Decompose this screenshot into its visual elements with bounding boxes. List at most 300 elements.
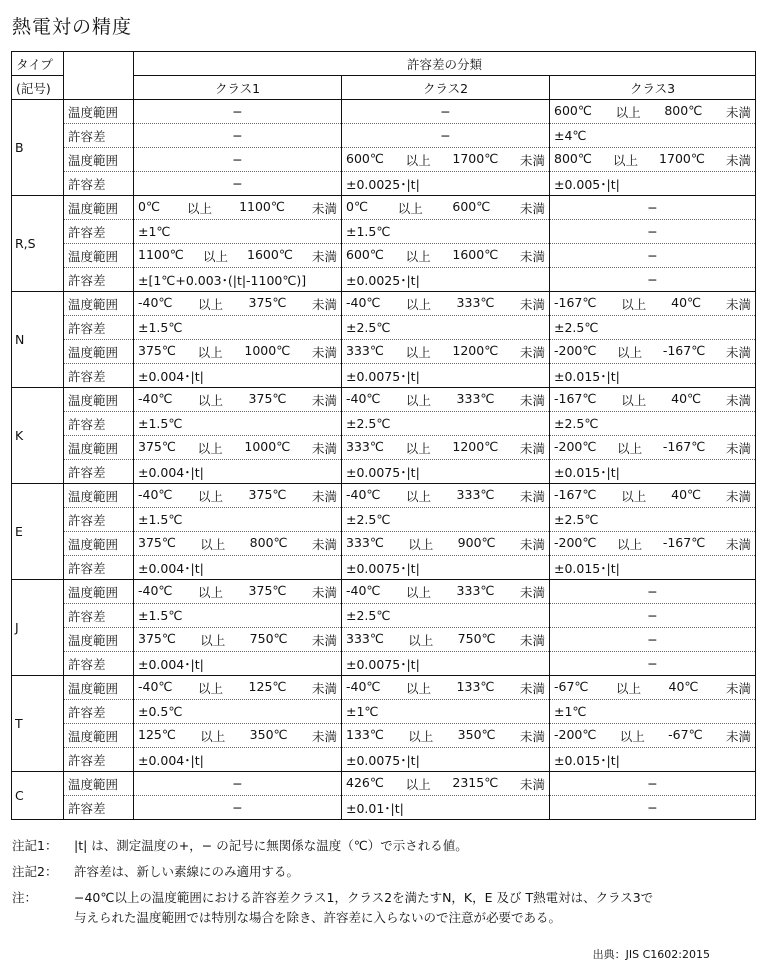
range-mid: 以上	[198, 488, 224, 504]
class1-cell	[134, 244, 342, 268]
class3-cell	[550, 484, 756, 508]
row-label: 温度範囲	[64, 532, 134, 556]
range-to: 40℃	[671, 486, 702, 502]
range-from: -40℃	[138, 294, 173, 310]
class3-cell: ±0.015･|t|	[550, 748, 756, 772]
temperature-range	[138, 487, 337, 505]
table-row	[12, 748, 756, 772]
row-label: 許容差	[64, 700, 134, 724]
range-to: 125℃	[248, 678, 287, 694]
range-to: 40℃	[671, 294, 702, 310]
range-from: 800℃	[554, 150, 592, 166]
class2-cell: ±0.0075･|t|	[342, 652, 550, 676]
temperature-range	[138, 535, 337, 553]
class2-cell: ±0.0075･|t|	[342, 556, 550, 580]
range-end: 未満	[519, 440, 545, 456]
range-from: -67℃	[554, 678, 589, 694]
row-label: 許容差	[64, 268, 134, 292]
range-mid: 以上	[197, 344, 223, 360]
class3-cell	[550, 676, 756, 700]
range-from: 0℃	[138, 198, 160, 214]
range-mid: 以上	[408, 728, 434, 744]
temperature-range	[346, 535, 545, 553]
table-row	[12, 508, 756, 532]
range-mid: 以上	[408, 632, 434, 648]
range-from: -167℃	[554, 486, 597, 502]
thermocouple-tolerance-table	[11, 51, 756, 820]
class3-cell: −	[550, 268, 756, 292]
range-mid: 以上	[621, 392, 647, 408]
range-mid: 以上	[405, 344, 431, 360]
range-from: 333℃	[346, 534, 384, 550]
range-end: 未満	[725, 344, 751, 360]
class2-cell: ±2.5℃	[342, 604, 550, 628]
row-label: 温度範囲	[64, 436, 134, 460]
table-row	[12, 196, 756, 220]
type-cell: J	[12, 580, 64, 676]
range-from: 600℃	[346, 150, 384, 166]
temperature-range	[554, 151, 751, 169]
class1-cell: −	[134, 100, 342, 124]
range-from: 333℃	[346, 342, 384, 358]
range-to: 800℃	[664, 102, 703, 118]
range-to: 1600℃	[247, 246, 293, 262]
class3-cell: −	[550, 652, 756, 676]
class3-cell	[550, 436, 756, 460]
class2-cell	[342, 628, 550, 652]
class2-cell: ±0.0075･|t|	[342, 748, 550, 772]
table-row	[12, 772, 756, 796]
temperature-range	[138, 199, 337, 217]
class3-cell: ±0.015･|t|	[550, 460, 756, 484]
range-mid: 以上	[615, 104, 641, 120]
range-from: -40℃	[346, 390, 381, 406]
range-to: 375℃	[248, 486, 287, 502]
range-end: 未満	[311, 536, 337, 552]
range-from: -40℃	[346, 678, 381, 694]
class2-cell	[342, 484, 550, 508]
range-to: 2315℃	[452, 774, 499, 790]
range-to: 1000℃	[244, 438, 291, 454]
range-end: 未満	[725, 440, 751, 456]
range-mid: 以上	[405, 776, 431, 792]
range-end: 未満	[725, 296, 751, 312]
range-end: 未満	[519, 296, 545, 312]
class3-cell: −	[550, 220, 756, 244]
range-mid: 以上	[617, 344, 643, 360]
temperature-range	[138, 391, 337, 409]
range-to: 375℃	[248, 582, 287, 598]
range-mid: 以上	[408, 536, 434, 552]
table-row	[12, 628, 756, 652]
note-text: 許容差は、新しい素線にのみ適用する。	[74, 864, 300, 879]
range-mid: 以上	[617, 536, 643, 552]
range-to: 350℃	[249, 726, 288, 742]
class1-cell: ±1℃	[134, 220, 342, 244]
range-from: 133℃	[346, 726, 384, 742]
range-to: 1700℃	[452, 150, 499, 166]
range-from: -167℃	[554, 294, 597, 310]
class3-cell: ±0.015･|t|	[550, 556, 756, 580]
symbol-header: (記号)	[12, 76, 64, 100]
range-end: 未満	[311, 584, 337, 600]
class2-cell	[342, 244, 550, 268]
row-label: 許容差	[64, 556, 134, 580]
class1-cell: ±0.004･|t|	[134, 460, 342, 484]
class3-cell	[550, 724, 756, 748]
note-1	[12, 833, 653, 859]
class2-cell	[342, 340, 550, 364]
class2-cell: ±0.01･|t|	[342, 796, 550, 820]
range-from: 600℃	[346, 246, 384, 262]
row-label: 温度範囲	[64, 772, 134, 796]
range-mid: 以上	[406, 584, 432, 600]
temperature-range	[138, 679, 337, 697]
table-row	[12, 724, 756, 748]
table-row	[12, 796, 756, 820]
range-from: 1100℃	[138, 246, 184, 262]
note-label: 注記1：	[12, 838, 58, 853]
class3-cell: −	[550, 628, 756, 652]
class1-cell: ±0.004･|t|	[134, 556, 342, 580]
class1-header: クラス1	[134, 76, 342, 100]
class1-cell: ±1.5℃	[134, 316, 342, 340]
temperature-range	[346, 727, 545, 745]
range-from: 375℃	[138, 630, 176, 646]
class3-cell: ±1℃	[550, 700, 756, 724]
class2-cell: ±2.5℃	[342, 316, 550, 340]
class3-cell	[550, 148, 756, 172]
class2-cell: ±0.0025･|t|	[342, 268, 550, 292]
row-label: 許容差	[64, 364, 134, 388]
range-mid: 以上	[617, 440, 643, 456]
class1-cell	[134, 724, 342, 748]
range-to: 1600℃	[452, 246, 499, 262]
range-end: 未満	[519, 392, 545, 408]
range-end: 未満	[519, 536, 545, 552]
range-from: -200℃	[554, 726, 597, 742]
range-to: 333℃	[456, 582, 495, 598]
range-end: 未満	[311, 392, 337, 408]
class1-cell: ±1.5℃	[134, 412, 342, 436]
row-label: 許容差	[64, 604, 134, 628]
class1-cell	[134, 388, 342, 412]
class1-cell: ±[1℃+0.003･(|t|-1100℃)]	[134, 268, 342, 292]
temperature-range	[138, 583, 337, 601]
range-from: -40℃	[346, 486, 381, 502]
range-to: 375℃	[248, 294, 287, 310]
range-end: 未満	[725, 680, 751, 696]
temperature-range	[346, 487, 545, 505]
class2-cell: ±0.0025･|t|	[342, 172, 550, 196]
temperature-range	[346, 391, 545, 409]
temperature-range	[346, 631, 545, 649]
table-row	[12, 244, 756, 268]
range-to: 333℃	[456, 486, 495, 502]
class3-cell: ±2.5℃	[550, 412, 756, 436]
range-mid: 以上	[621, 296, 647, 312]
table-row	[12, 268, 756, 292]
range-to: -167℃	[662, 438, 706, 454]
range-from: 333℃	[346, 630, 384, 646]
table-row	[12, 412, 756, 436]
temperature-range	[346, 151, 545, 169]
range-mid: 以上	[615, 680, 641, 696]
class3-cell	[550, 100, 756, 124]
temperature-range	[346, 439, 545, 457]
range-end: 未満	[519, 200, 545, 216]
row-label: 温度範囲	[64, 148, 134, 172]
range-from: -40℃	[138, 678, 173, 694]
range-mid: 以上	[200, 536, 226, 552]
class3-cell: ±4℃	[550, 124, 756, 148]
temperature-range	[554, 295, 751, 313]
class1-cell: ±0.5℃	[134, 700, 342, 724]
table-row	[12, 436, 756, 460]
class2-cell	[342, 292, 550, 316]
row-label: 許容差	[64, 796, 134, 820]
table-row	[12, 652, 756, 676]
range-end: 未満	[519, 344, 545, 360]
type-cell: K	[12, 388, 64, 484]
class1-cell	[134, 436, 342, 460]
range-end: 未満	[725, 488, 751, 504]
range-to: 40℃	[668, 678, 699, 694]
range-from: -200℃	[554, 534, 597, 550]
class2-header: クラス2	[342, 76, 550, 100]
range-from: 125℃	[138, 726, 176, 742]
temperature-range	[346, 583, 545, 601]
class3-cell: −	[550, 772, 756, 796]
range-from: -40℃	[346, 294, 381, 310]
note-3-continuation: 与えられた温度範囲では特別な場合を除き、許容差に入らないので注意が必要である。	[74, 910, 562, 925]
class3-cell: −	[550, 796, 756, 820]
range-end: 未満	[725, 152, 751, 168]
range-to: -67℃	[668, 726, 703, 742]
class2-cell	[342, 580, 550, 604]
class2-cell: ±0.0075･|t|	[342, 364, 550, 388]
range-mid: 以上	[397, 200, 423, 216]
row-label: 温度範囲	[64, 196, 134, 220]
row-label: 許容差	[64, 412, 134, 436]
table-row	[12, 292, 756, 316]
table-row	[12, 316, 756, 340]
class2-cell: ±2.5℃	[342, 508, 550, 532]
table-row	[12, 676, 756, 700]
class1-cell: −	[134, 148, 342, 172]
row-label: 温度範囲	[64, 676, 134, 700]
table-row	[12, 556, 756, 580]
range-from: -40℃	[346, 582, 381, 598]
range-end: 未満	[519, 488, 545, 504]
class2-cell	[342, 148, 550, 172]
class3-cell: −	[550, 580, 756, 604]
table-row	[12, 484, 756, 508]
temperature-range	[554, 679, 751, 697]
class1-cell	[134, 196, 342, 220]
type-cell: N	[12, 292, 64, 388]
range-end: 未満	[519, 248, 545, 264]
range-to: 1000℃	[244, 342, 291, 358]
temperature-range	[138, 295, 337, 313]
temperature-range	[554, 391, 751, 409]
row-label: 許容差	[64, 220, 134, 244]
class3-cell: −	[550, 196, 756, 220]
range-end: 未満	[311, 296, 337, 312]
class2-cell	[342, 388, 550, 412]
class3-cell: ±0.015･|t|	[550, 364, 756, 388]
range-from: 375℃	[138, 438, 176, 454]
class1-cell	[134, 676, 342, 700]
class3-cell: ±2.5℃	[550, 316, 756, 340]
range-to: -167℃	[662, 342, 706, 358]
type-cell: C	[12, 772, 64, 820]
temperature-range	[138, 727, 337, 745]
class2-cell: ±1℃	[342, 700, 550, 724]
temperature-range	[554, 343, 751, 361]
row-label: 温度範囲	[64, 244, 134, 268]
range-mid: 以上	[187, 200, 213, 216]
range-end: 未満	[519, 584, 545, 600]
table-row	[12, 148, 756, 172]
range-from: -200℃	[554, 438, 597, 454]
range-mid: 以上	[405, 248, 431, 264]
note-label: 注記2：	[12, 864, 58, 879]
range-to: 750℃	[249, 630, 288, 646]
type-header: タイプ	[12, 52, 64, 76]
table-row	[12, 532, 756, 556]
range-to: 1200℃	[452, 342, 499, 358]
row-label: 許容差	[64, 172, 134, 196]
temperature-range	[554, 727, 751, 745]
class2-cell: ±1.5℃	[342, 220, 550, 244]
range-mid: 以上	[406, 488, 432, 504]
range-from: 375℃	[138, 534, 176, 550]
temperature-range	[554, 535, 751, 553]
temperature-range	[346, 679, 545, 697]
range-mid: 以上	[198, 392, 224, 408]
temperature-range	[346, 247, 545, 265]
class3-cell: ±2.5℃	[550, 508, 756, 532]
range-end: 未満	[311, 440, 337, 456]
range-to: 1100℃	[239, 198, 285, 214]
table-row	[12, 580, 756, 604]
range-mid: 以上	[405, 152, 431, 168]
range-end: 未満	[311, 632, 337, 648]
row-label: 許容差	[64, 316, 134, 340]
class1-cell	[134, 628, 342, 652]
class1-cell: −	[134, 124, 342, 148]
range-end: 未満	[725, 728, 751, 744]
range-mid: 以上	[202, 248, 228, 264]
class1-cell: ±0.004･|t|	[134, 364, 342, 388]
row-label: 温度範囲	[64, 580, 134, 604]
range-from: -40℃	[138, 486, 173, 502]
range-end: 未満	[519, 680, 545, 696]
row-label: 許容差	[64, 748, 134, 772]
class3-cell	[550, 292, 756, 316]
class2-cell: −	[342, 124, 550, 148]
temperature-range	[346, 295, 545, 313]
range-to: 600℃	[452, 198, 491, 214]
range-end: 未満	[311, 344, 337, 360]
class3-cell	[550, 340, 756, 364]
class1-cell: −	[134, 772, 342, 796]
page-title: 熱電対の精度	[12, 16, 133, 38]
class2-cell	[342, 772, 550, 796]
range-from: -40℃	[138, 390, 173, 406]
range-end: 未満	[519, 728, 545, 744]
range-from: -200℃	[554, 342, 597, 358]
range-to: -167℃	[662, 534, 706, 550]
class2-cell	[342, 532, 550, 556]
classification-header: 許容差の分類	[134, 52, 756, 76]
table-row	[12, 220, 756, 244]
range-from: 333℃	[346, 438, 384, 454]
class3-cell: ±0.005･|t|	[550, 172, 756, 196]
range-mid: 以上	[200, 632, 226, 648]
range-end: 未満	[725, 104, 751, 120]
class2-cell: ±2.5℃	[342, 412, 550, 436]
class1-cell: −	[134, 796, 342, 820]
notes	[12, 833, 653, 931]
row-label: 温度範囲	[64, 340, 134, 364]
temperature-range	[138, 631, 337, 649]
row-label: 許容差	[64, 652, 134, 676]
range-to: 750℃	[457, 630, 496, 646]
type-cell: T	[12, 676, 64, 772]
class3-cell	[550, 388, 756, 412]
range-mid: 以上	[621, 488, 647, 504]
type-cell: E	[12, 484, 64, 580]
range-mid: 以上	[200, 728, 226, 744]
range-to: 1700℃	[659, 150, 705, 166]
range-end: 未満	[519, 776, 545, 792]
class1-cell: ±1.5℃	[134, 604, 342, 628]
row-label: 許容差	[64, 460, 134, 484]
range-from: 0℃	[346, 198, 368, 214]
temperature-range	[138, 247, 337, 265]
range-mid: 以上	[198, 296, 224, 312]
range-to: 133℃	[456, 678, 495, 694]
class1-cell: ±0.004･|t|	[134, 652, 342, 676]
source-citation: 出典：JIS C1602:2015	[592, 948, 710, 961]
class2-cell	[342, 196, 550, 220]
class3-cell: −	[550, 244, 756, 268]
temperature-range	[554, 439, 751, 457]
blank-header	[64, 52, 134, 100]
class1-cell	[134, 532, 342, 556]
range-mid: 以上	[619, 728, 645, 744]
range-end: 未満	[519, 152, 545, 168]
range-to: 375℃	[248, 390, 287, 406]
class2-cell: ±0.0075･|t|	[342, 460, 550, 484]
note-2	[12, 859, 653, 885]
row-label: 許容差	[64, 508, 134, 532]
table-row	[12, 460, 756, 484]
temperature-range	[138, 343, 337, 361]
range-mid: 以上	[612, 152, 638, 168]
range-end: 未満	[311, 728, 337, 744]
range-to: 800℃	[249, 534, 288, 550]
class1-cell	[134, 484, 342, 508]
range-end: 未満	[311, 248, 337, 264]
temperature-range	[346, 199, 545, 217]
temperature-range	[554, 103, 751, 121]
range-to: 350℃	[457, 726, 496, 742]
row-label: 温度範囲	[64, 484, 134, 508]
class1-cell: ±1.5℃	[134, 508, 342, 532]
